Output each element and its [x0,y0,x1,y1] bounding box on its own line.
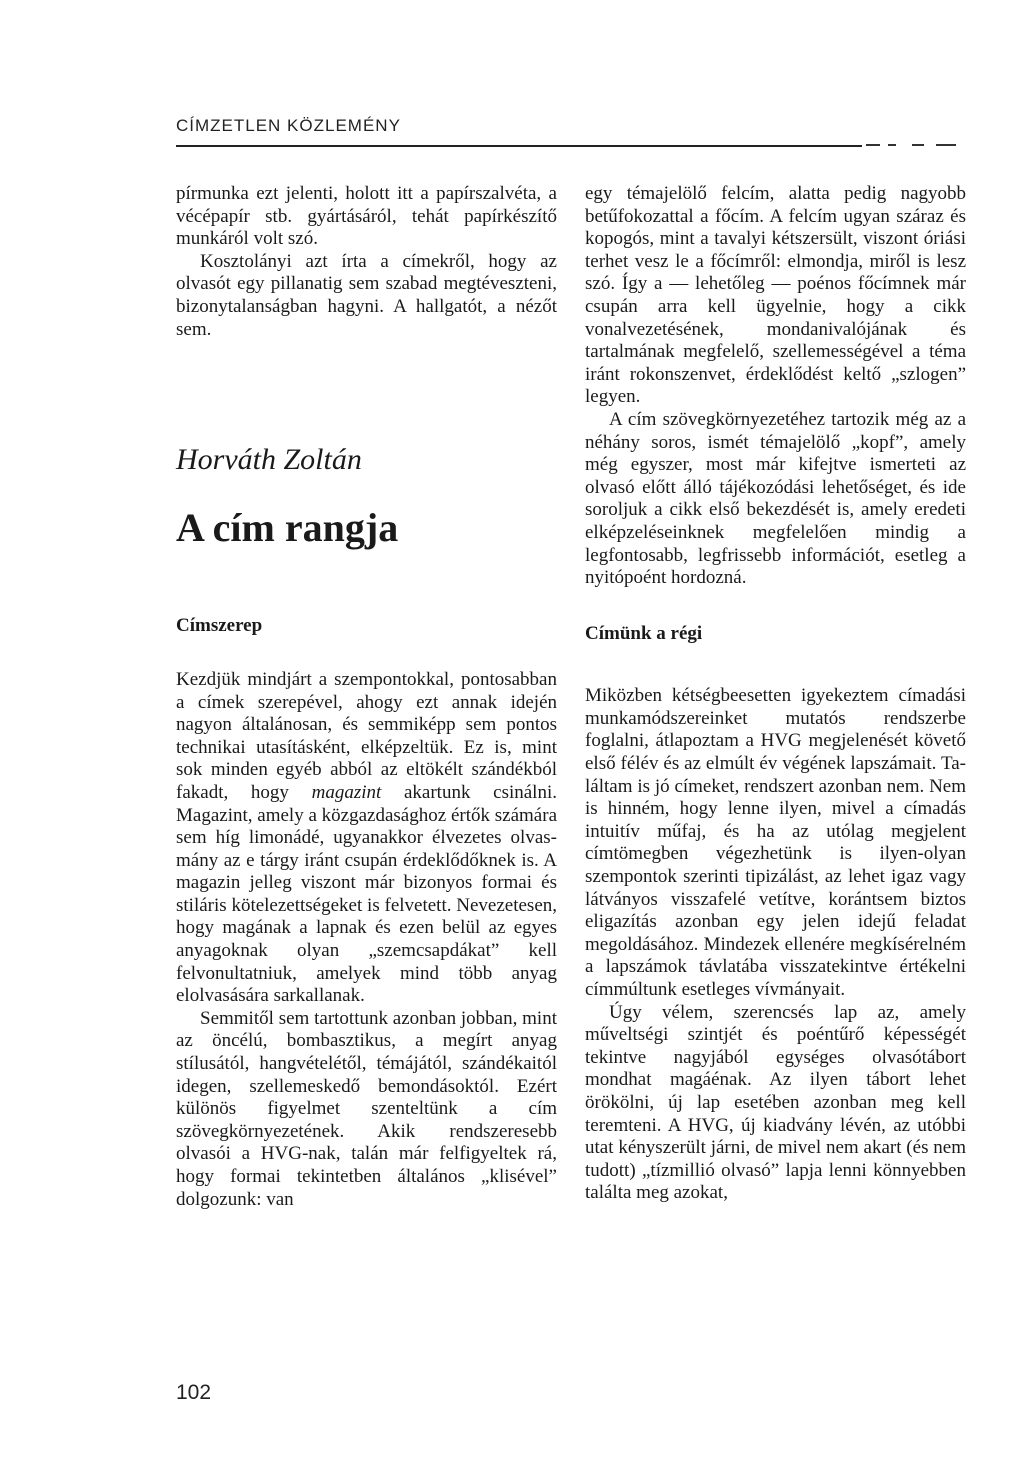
header-rule [176,145,956,147]
body-paragraph: egy témajelölő felcím, alatta pedig nagyobb betűfokozattal a főcím. A felcím ugyan száraz és kopogós, mint a tavalyi kétszersült, viszont óriási terhet vesz le a főcímről: elmondja, miről is lesz szó. Így a — lehetőleg — poénos főcímnek már csupán arra kell ügyelnie, hogy a cikk vonalvezetésének, mondanivalójának és tartalmának megfelelő, szellemességével a téma iránt rokonszenvet, érdeklődést keltő „szlogen” legyen. [585,183,966,408]
intro-paragraph-2: Kosztolányi azt írta a címekről, hogy az olvasót egy pillanatig sem szabad megtéveszteni, bizonytalanságban hagyni. A hallgatót, a nézőt sem. [176,250,557,340]
intro-paragraph-1: pírmunka ezt jelenti, holott itt a papírszalvéta, a vécépapír stb. gyártásáról, tehát papírkészítő munkáról volt szó. [176,183,557,250]
body-paragraph: Kezdjük mindjárt a szempontokkal, pontosabban a címek szerepével, ahogy ezt annak idején nagyon általánosan, és semmiképp sem pontos technikai utasításként, elképzeltük. Ez is, mint sok minden egyéb abból az eltökélt szándékból fakadt, hogy magazint akartunk csinálni. Magazint, amely a közgazdasághoz értők számára sem híg limonádé, ugyanakkor élvezetes olvasmány az e tárgy iránt csupán érdeklődőknek is. A magazin jelleg viszont már bizonyos formai és stiláris kötelezettségeket is felvetett. Nevezetesen, hogy magának a lapnak és ezen belül az egyes anyagoknak olyan „szemcsapdákat” kell felvonultatniuk, amelyek mind több anyag elolvasására sarkallanak. [176,668,557,1007]
right-column [585,183,966,1205]
running-head: CÍMZETLEN KÖZLEMÉNY [176,116,401,135]
article-title: A cím rangja [176,504,399,550]
body-paragraph: Semmitől sem tartottunk azonban jobban, mint az öncélú, bombasztikus, a megírt anyag stílusától, hangvételétől, témájától, szándékaitól idegen, szellemeskedő bemondásoktól. Ezért különös figyelmet szenteltünk a cím szövegkörnyezetének. Akik rendszeresebb olvasói a HVG-nak, talán már felfigyeltek rá, hogy formai tekintetben általános „klisével” dolgozunk: van [176,1007,557,1210]
body-paragraph: Miközben kétségbeesetten igyekeztem címadási munkamódszereinket mutatós rendszerbe foglalni, átlapoztam a HVG megjelenését követő első félév és az elmúlt év végének lapszámait. Találtam is jó címeket, rendszert azonban nem. Nem is hinném, hogy lenne ilyen, mivel a címadás intuitív műfaj, és ha az utólag megjelent címtömegben végezhetünk is ilyen-olyan szempontok szerinti tipizálást, az lehet igaz vagy látványos visszafelé vetítve, korántsem biztos eligazítás azonban egy jelen idejű feladat megoldásához. Mindezek ellenére megkísérelném a lapszámok távlatába visszatekintve értékelni címmúltunk esetleges vívmányait. [585,685,966,1000]
page-number: 102 [176,1381,212,1404]
body-paragraph: A cím szövegkörnyezetéhez tartozik még az a néhány soros, ismét témajelölő „kopf”, amely még egyszer, most már kifejtve ismerteti az olvasó előtt álló tájékozódási lehetőséget, és ide soroljuk a cikk első bekezdését is, amely eredeti elképzeléseinknek megfelelően mindig a legfontosabb, legfrissebb információt, esetleg a nyitópoént hordozná. [585,408,966,589]
article-author: Horváth Zoltán [176,443,362,477]
section-heading-cimunk-a-regi: Címünk a régi [585,622,703,644]
left-column [176,183,557,1211]
header-rule-dashes [862,144,956,148]
emphasis-text: magazint [311,781,382,803]
section-heading-cimszerep: Címszerep [176,615,263,637]
body-paragraph: Úgy vélem, szerencsés lap az, amely műveltségi szintjét és poéntűrő képességét tekintve nagyjából egységes olvasótábort mondhat magáénak. Az ilyen tábort lehet örökölni, új lap esetében azonban meg kell teremteni. A HVG, új kiadvány lévén, az utóbbi utat kényszerült járni, de mivel nem akart (és nem tudott) „tízmillió olvasó” lapja lenni könnyebben találta meg azokat, [585,1001,966,1204]
